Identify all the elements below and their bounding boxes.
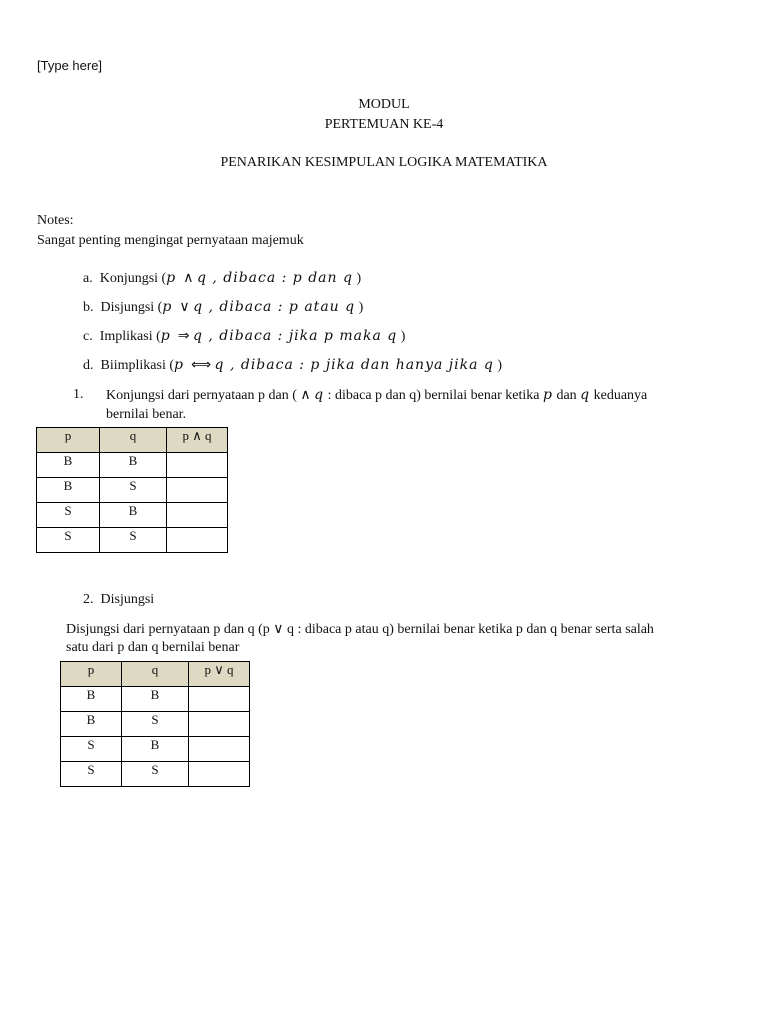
table-row — [61, 687, 250, 712]
table-cell — [167, 478, 228, 503]
list-name: Disjungsi ( — [100, 300, 163, 315]
list-close: ) — [358, 300, 364, 315]
table-row — [37, 528, 228, 553]
notes-label: Notes: — [37, 213, 74, 228]
table-header-result: p ∧ q — [167, 428, 228, 453]
list-name: Konjungsi ( — [99, 271, 167, 286]
truth-table-disjungsi — [60, 661, 250, 787]
math-p: p — [542, 387, 553, 403]
table-cell: B — [122, 687, 189, 712]
section1-line1 — [106, 387, 647, 404]
section2-number: 2. — [83, 592, 94, 607]
table-row — [61, 762, 250, 787]
table-cell: B — [37, 453, 100, 478]
table-cell: S — [61, 737, 122, 762]
table-cell — [189, 762, 250, 787]
table-row — [37, 503, 228, 528]
table-row — [37, 453, 228, 478]
table-cell: B — [61, 687, 122, 712]
section2-line2: satu dari p dan q bernilai benar — [66, 640, 240, 655]
list-name: Biimplikasi ( — [100, 358, 174, 373]
list-close: ) — [497, 358, 503, 373]
math-expression: q , dibaca : p dan q — [196, 270, 353, 286]
table-cell: B — [122, 737, 189, 762]
table-cell: S — [122, 712, 189, 737]
table-row — [37, 478, 228, 503]
table-cell — [189, 712, 250, 737]
table-cell: B — [100, 453, 167, 478]
table-header-q: q — [100, 428, 167, 453]
math-p: p — [160, 328, 171, 344]
table-cell: S — [37, 528, 100, 553]
section1-text-c: dan — [556, 388, 577, 403]
table-cell — [167, 528, 228, 553]
table-cell: S — [122, 762, 189, 787]
page-header: [Type here] — [37, 58, 103, 73]
math-q: q — [580, 387, 591, 403]
title-topic: PENARIKAN KESIMPULAN LOGIKA MATEMATIKA — [220, 155, 548, 170]
section2-heading — [83, 592, 154, 608]
table-header-q: q — [122, 662, 189, 687]
title-modul: MODUL — [358, 97, 410, 112]
table-row — [61, 737, 250, 762]
math-expression: q , dibaca : p atau q — [193, 299, 356, 315]
list-marker: c. — [83, 329, 93, 344]
title-meeting: PERTEMUAN KE-4 — [324, 117, 444, 132]
table-header-p: p — [61, 662, 122, 687]
or-symbol: ∨ — [179, 299, 190, 315]
table-cell: B — [100, 503, 167, 528]
section1-text-d: keduanya — [593, 388, 648, 403]
table-cell — [167, 503, 228, 528]
table-cell: S — [61, 762, 122, 787]
and-symbol: ∧ — [183, 270, 194, 286]
list-marker: b. — [83, 300, 94, 315]
implies-symbol: ⇒ — [177, 328, 190, 344]
math-p: p — [166, 270, 177, 286]
table-cell: S — [37, 503, 100, 528]
math-p: p — [162, 299, 173, 315]
list-name: Implikasi ( — [99, 329, 161, 344]
table-header-result: p ∨ q — [189, 662, 250, 687]
table-cell: S — [100, 528, 167, 553]
section2-line1: Disjungsi dari pernyataan p dan q (p ∨ q : dibaca p atau q) bernilai benar ketika p dan q benar serta salah — [66, 622, 654, 637]
section1-number: 1. — [73, 387, 84, 402]
list-marker: d. — [83, 358, 94, 373]
math-expression: q , dibaca : p jika dan hanya jika q — [214, 357, 494, 373]
table-row — [61, 712, 250, 737]
section1-text-a: Konjungsi dari pernyataan p dan ( — [106, 388, 297, 403]
math-expression: q , dibaca : jika p maka q — [192, 328, 398, 344]
notes-text: Sangat penting mengingat pernyataan majemuk — [37, 233, 304, 248]
truth-table-konjungsi — [36, 427, 228, 553]
list-close: ) — [356, 271, 362, 286]
section1-text-b: : dibaca p dan q) bernilai benar ketika — [327, 388, 540, 403]
table-cell: S — [100, 478, 167, 503]
list-item-disjungsi — [83, 299, 363, 316]
table-header-p: p — [37, 428, 100, 453]
table-cell: B — [61, 712, 122, 737]
iff-symbol: ⟺ — [190, 357, 212, 373]
list-item-implikasi — [83, 328, 405, 345]
table-cell: B — [37, 478, 100, 503]
table-cell — [167, 453, 228, 478]
section2-title: Disjungsi — [100, 592, 155, 607]
list-close: ) — [400, 329, 406, 344]
list-marker: a. — [83, 271, 93, 286]
and-symbol: ∧ — [300, 387, 311, 403]
section1-line2: bernilai benar. — [106, 407, 187, 422]
table-cell — [189, 737, 250, 762]
list-item-biimplikasi — [83, 357, 502, 374]
list-item-konjungsi — [83, 270, 361, 287]
table-cell — [189, 687, 250, 712]
math-q: q — [314, 387, 325, 403]
math-p: p — [174, 357, 184, 373]
